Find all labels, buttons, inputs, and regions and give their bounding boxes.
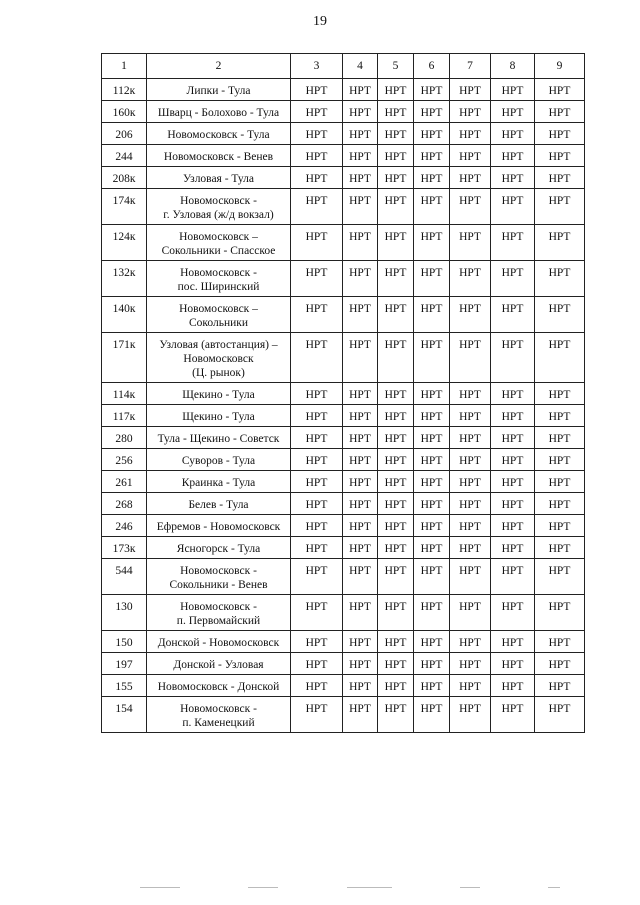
column-header-1: 1 — [102, 54, 147, 79]
table-row — [102, 595, 585, 631]
value-cell: НРТ — [378, 697, 414, 733]
value-cell: НРТ — [291, 145, 343, 167]
value-cell: НРТ — [535, 225, 585, 261]
value-cell: НРТ — [378, 297, 414, 333]
value-cell: НРТ — [343, 471, 378, 493]
value-cell: НРТ — [378, 189, 414, 225]
route-name-cell: Донской - Узловая — [147, 653, 291, 675]
value-cell: НРТ — [343, 653, 378, 675]
value-cell: НРТ — [450, 471, 491, 493]
route-name-cell: Новомосковск - Донской — [147, 675, 291, 697]
value-cell: НРТ — [378, 101, 414, 123]
value-cell: НРТ — [343, 493, 378, 515]
route-number-cell: 256 — [102, 449, 147, 471]
value-cell: НРТ — [450, 427, 491, 449]
value-cell: НРТ — [291, 427, 343, 449]
value-cell: НРТ — [291, 333, 343, 383]
value-cell: НРТ — [378, 537, 414, 559]
table-row — [102, 261, 585, 297]
route-number-cell: 206 — [102, 123, 147, 145]
route-number-cell: 124к — [102, 225, 147, 261]
value-cell: НРТ — [450, 297, 491, 333]
table-body — [102, 79, 585, 733]
route-name-cell: Суворов - Тула — [147, 449, 291, 471]
value-cell: НРТ — [343, 631, 378, 653]
route-number-cell: 130 — [102, 595, 147, 631]
route-name-cell: Узловая (автостанция) – Новомосковск (Ц. рынок) — [147, 333, 291, 383]
value-cell: НРТ — [491, 537, 535, 559]
value-cell: НРТ — [343, 333, 378, 383]
value-cell: НРТ — [414, 493, 450, 515]
value-cell: НРТ — [535, 515, 585, 537]
table-row — [102, 189, 585, 225]
value-cell: НРТ — [378, 167, 414, 189]
table-row — [102, 297, 585, 333]
route-name-cell: Новомосковск - Сокольники - Венев — [147, 559, 291, 595]
value-cell: НРТ — [450, 145, 491, 167]
value-cell: НРТ — [343, 101, 378, 123]
route-number-cell: 112к — [102, 79, 147, 101]
value-cell: НРТ — [291, 631, 343, 653]
value-cell: НРТ — [414, 653, 450, 675]
value-cell: НРТ — [535, 653, 585, 675]
route-name-cell: Узловая - Тула — [147, 167, 291, 189]
value-cell: НРТ — [535, 261, 585, 297]
value-cell: НРТ — [535, 449, 585, 471]
table-row — [102, 79, 585, 101]
table-row — [102, 449, 585, 471]
value-cell: НРТ — [291, 383, 343, 405]
route-name-cell: Щекино - Тула — [147, 383, 291, 405]
table-row — [102, 493, 585, 515]
value-cell: НРТ — [291, 225, 343, 261]
value-cell: НРТ — [291, 471, 343, 493]
table-row — [102, 145, 585, 167]
value-cell: НРТ — [291, 123, 343, 145]
value-cell: НРТ — [450, 261, 491, 297]
value-cell: НРТ — [535, 427, 585, 449]
value-cell: НРТ — [414, 261, 450, 297]
value-cell: НРТ — [343, 167, 378, 189]
table-row — [102, 559, 585, 595]
route-name-cell: Новомосковск - г. Узловая (ж/д вокзал) — [147, 189, 291, 225]
value-cell: НРТ — [414, 79, 450, 101]
value-cell: НРТ — [378, 333, 414, 383]
table-row — [102, 383, 585, 405]
value-cell: НРТ — [535, 537, 585, 559]
value-cell: НРТ — [535, 123, 585, 145]
value-cell: НРТ — [414, 189, 450, 225]
value-cell: НРТ — [491, 225, 535, 261]
value-cell: НРТ — [491, 471, 535, 493]
table-row — [102, 405, 585, 427]
value-cell: НРТ — [343, 405, 378, 427]
value-cell: НРТ — [378, 225, 414, 261]
route-name-cell: Новомосковск – Сокольники — [147, 297, 291, 333]
table-row — [102, 333, 585, 383]
value-cell: НРТ — [343, 145, 378, 167]
value-cell: НРТ — [291, 261, 343, 297]
value-cell: НРТ — [491, 383, 535, 405]
route-name-cell: Новомосковск - Венев — [147, 145, 291, 167]
route-name-cell: Липки - Тула — [147, 79, 291, 101]
value-cell: НРТ — [291, 449, 343, 471]
value-cell: НРТ — [491, 515, 535, 537]
value-cell: НРТ — [491, 189, 535, 225]
value-cell: НРТ — [414, 537, 450, 559]
value-cell: НРТ — [414, 167, 450, 189]
value-cell: НРТ — [535, 631, 585, 653]
value-cell: НРТ — [343, 595, 378, 631]
value-cell: НРТ — [535, 297, 585, 333]
value-cell: НРТ — [378, 427, 414, 449]
value-cell: НРТ — [491, 145, 535, 167]
value-cell: НРТ — [414, 515, 450, 537]
table-header-row — [102, 54, 585, 79]
table-row — [102, 515, 585, 537]
value-cell: НРТ — [491, 653, 535, 675]
value-cell: НРТ — [291, 595, 343, 631]
value-cell: НРТ — [491, 675, 535, 697]
value-cell: НРТ — [491, 449, 535, 471]
value-cell: НРТ — [291, 405, 343, 427]
route-number-cell: 208к — [102, 167, 147, 189]
value-cell: НРТ — [378, 675, 414, 697]
table-row — [102, 123, 585, 145]
route-number-cell: 268 — [102, 493, 147, 515]
route-name-cell: Новомосковск – Сокольники - Спасское — [147, 225, 291, 261]
value-cell: НРТ — [450, 559, 491, 595]
value-cell: НРТ — [491, 697, 535, 733]
column-header-4: 4 — [343, 54, 378, 79]
column-header-9: 9 — [535, 54, 585, 79]
value-cell: НРТ — [491, 427, 535, 449]
value-cell: НРТ — [450, 697, 491, 733]
table-row — [102, 471, 585, 493]
route-number-cell: 173к — [102, 537, 147, 559]
value-cell: НРТ — [414, 449, 450, 471]
value-cell: НРТ — [414, 559, 450, 595]
route-name-cell: Щекино - Тула — [147, 405, 291, 427]
value-cell: НРТ — [414, 471, 450, 493]
value-cell: НРТ — [291, 79, 343, 101]
column-header-7: 7 — [450, 54, 491, 79]
value-cell: НРТ — [450, 123, 491, 145]
route-number-cell: 154 — [102, 697, 147, 733]
route-name-cell: Белев - Тула — [147, 493, 291, 515]
value-cell: НРТ — [378, 79, 414, 101]
route-name-cell: Новомосковск - пос. Ширинский — [147, 261, 291, 297]
value-cell: НРТ — [450, 333, 491, 383]
value-cell: НРТ — [450, 383, 491, 405]
value-cell: НРТ — [535, 101, 585, 123]
value-cell: НРТ — [343, 189, 378, 225]
value-cell: НРТ — [378, 653, 414, 675]
column-header-5: 5 — [378, 54, 414, 79]
value-cell: НРТ — [378, 595, 414, 631]
value-cell: НРТ — [414, 123, 450, 145]
value-cell: НРТ — [414, 405, 450, 427]
value-cell: НРТ — [450, 675, 491, 697]
route-number-cell: 261 — [102, 471, 147, 493]
value-cell: НРТ — [414, 697, 450, 733]
route-number-cell: 132к — [102, 261, 147, 297]
value-cell: НРТ — [414, 595, 450, 631]
route-number-cell: 280 — [102, 427, 147, 449]
value-cell: НРТ — [450, 79, 491, 101]
value-cell: НРТ — [378, 449, 414, 471]
value-cell: НРТ — [414, 297, 450, 333]
value-cell: НРТ — [291, 697, 343, 733]
value-cell: НРТ — [450, 189, 491, 225]
value-cell: НРТ — [343, 123, 378, 145]
value-cell: НРТ — [291, 537, 343, 559]
table-row — [102, 167, 585, 189]
footer-scan-marks — [140, 887, 560, 889]
value-cell: НРТ — [491, 333, 535, 383]
value-cell: НРТ — [378, 123, 414, 145]
route-number-cell: 544 — [102, 559, 147, 595]
value-cell: НРТ — [535, 595, 585, 631]
route-number-cell: 197 — [102, 653, 147, 675]
value-cell: НРТ — [491, 167, 535, 189]
value-cell: НРТ — [343, 559, 378, 595]
value-cell: НРТ — [450, 537, 491, 559]
value-cell: НРТ — [491, 631, 535, 653]
value-cell: НРТ — [414, 333, 450, 383]
value-cell: НРТ — [343, 697, 378, 733]
value-cell: НРТ — [535, 471, 585, 493]
table-row — [102, 631, 585, 653]
table-row — [102, 653, 585, 675]
value-cell: НРТ — [291, 167, 343, 189]
route-name-cell: Ефремов - Новомосковск — [147, 515, 291, 537]
value-cell: НРТ — [378, 515, 414, 537]
value-cell: НРТ — [450, 225, 491, 261]
value-cell: НРТ — [343, 261, 378, 297]
route-name-cell: Шварц - Болохово - Тула — [147, 101, 291, 123]
route-number-cell: 114к — [102, 383, 147, 405]
route-name-cell: Тула - Щекино - Советск — [147, 427, 291, 449]
value-cell: НРТ — [291, 101, 343, 123]
route-number-cell: 155 — [102, 675, 147, 697]
value-cell: НРТ — [535, 697, 585, 733]
value-cell: НРТ — [291, 515, 343, 537]
route-name-cell: Новомосковск - Тула — [147, 123, 291, 145]
value-cell: НРТ — [450, 595, 491, 631]
value-cell: НРТ — [414, 101, 450, 123]
value-cell: НРТ — [491, 559, 535, 595]
route-number-cell: 150 — [102, 631, 147, 653]
value-cell: НРТ — [535, 675, 585, 697]
value-cell: НРТ — [343, 675, 378, 697]
column-header-8: 8 — [491, 54, 535, 79]
route-name-cell: Краинка - Тула — [147, 471, 291, 493]
table-row — [102, 427, 585, 449]
value-cell: НРТ — [378, 405, 414, 427]
value-cell: НРТ — [291, 189, 343, 225]
table-row — [102, 101, 585, 123]
value-cell: НРТ — [491, 493, 535, 515]
value-cell: НРТ — [535, 79, 585, 101]
route-number-cell: 117к — [102, 405, 147, 427]
route-name-cell: Новомосковск - п. Первомайский — [147, 595, 291, 631]
value-cell: НРТ — [535, 189, 585, 225]
value-cell: НРТ — [414, 383, 450, 405]
value-cell: НРТ — [343, 427, 378, 449]
route-name-cell: Ясногорск - Тула — [147, 537, 291, 559]
value-cell: НРТ — [378, 631, 414, 653]
value-cell: НРТ — [450, 493, 491, 515]
value-cell: НРТ — [378, 383, 414, 405]
value-cell: НРТ — [343, 297, 378, 333]
value-cell: НРТ — [450, 449, 491, 471]
route-number-cell: 174к — [102, 189, 147, 225]
value-cell: НРТ — [450, 167, 491, 189]
page-number: 19 — [313, 14, 327, 29]
value-cell: НРТ — [343, 79, 378, 101]
table-row — [102, 675, 585, 697]
value-cell: НРТ — [291, 493, 343, 515]
column-header-2: 2 — [147, 54, 291, 79]
value-cell: НРТ — [491, 297, 535, 333]
value-cell: НРТ — [378, 493, 414, 515]
route-number-cell: 244 — [102, 145, 147, 167]
value-cell: НРТ — [343, 515, 378, 537]
value-cell: НРТ — [378, 559, 414, 595]
value-cell: НРТ — [343, 225, 378, 261]
table-row — [102, 225, 585, 261]
value-cell: НРТ — [535, 145, 585, 167]
value-cell: НРТ — [378, 261, 414, 297]
routes-table — [101, 53, 585, 733]
value-cell: НРТ — [291, 559, 343, 595]
value-cell: НРТ — [378, 145, 414, 167]
value-cell: НРТ — [491, 79, 535, 101]
value-cell: НРТ — [450, 631, 491, 653]
table-row — [102, 537, 585, 559]
value-cell: НРТ — [535, 405, 585, 427]
value-cell: НРТ — [414, 427, 450, 449]
value-cell: НРТ — [450, 405, 491, 427]
value-cell: НРТ — [535, 493, 585, 515]
route-number-cell: 160к — [102, 101, 147, 123]
value-cell: НРТ — [491, 101, 535, 123]
table-row — [102, 697, 585, 733]
route-name-cell: Новомосковск - п. Каменецкий — [147, 697, 291, 733]
route-number-cell: 246 — [102, 515, 147, 537]
value-cell: НРТ — [343, 449, 378, 471]
value-cell: НРТ — [491, 123, 535, 145]
value-cell: НРТ — [414, 631, 450, 653]
column-header-6: 6 — [414, 54, 450, 79]
route-number-cell: 171к — [102, 333, 147, 383]
value-cell: НРТ — [343, 537, 378, 559]
value-cell: НРТ — [291, 297, 343, 333]
value-cell: НРТ — [450, 101, 491, 123]
value-cell: НРТ — [535, 383, 585, 405]
value-cell: НРТ — [491, 261, 535, 297]
column-header-3: 3 — [291, 54, 343, 79]
value-cell: НРТ — [535, 559, 585, 595]
value-cell: НРТ — [414, 675, 450, 697]
value-cell: НРТ — [291, 653, 343, 675]
value-cell: НРТ — [414, 145, 450, 167]
route-number-cell: 140к — [102, 297, 147, 333]
route-name-cell: Донской - Новомосковск — [147, 631, 291, 653]
value-cell: НРТ — [491, 595, 535, 631]
value-cell: НРТ — [291, 675, 343, 697]
value-cell: НРТ — [378, 471, 414, 493]
value-cell: НРТ — [491, 405, 535, 427]
value-cell: НРТ — [450, 653, 491, 675]
value-cell: НРТ — [535, 333, 585, 383]
value-cell: НРТ — [343, 383, 378, 405]
value-cell: НРТ — [535, 167, 585, 189]
value-cell: НРТ — [414, 225, 450, 261]
value-cell: НРТ — [450, 515, 491, 537]
